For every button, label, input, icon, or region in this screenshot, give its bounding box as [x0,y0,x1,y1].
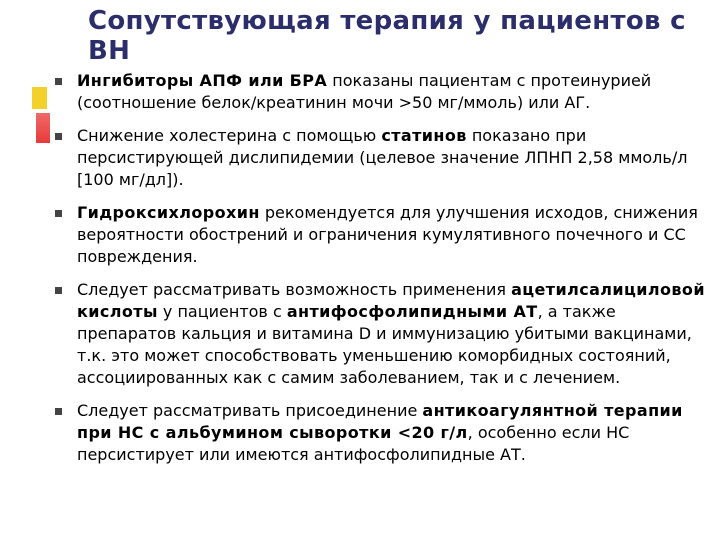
bullet-list [55,70,713,477]
text-run: ацетилсалициловой кислоты [77,280,705,321]
bullet-icon [55,210,62,217]
bullet-icon [55,133,62,140]
decor-divider [36,110,50,112]
list-item [55,125,713,191]
decor-red-block [36,113,50,143]
text-run: антикоагулянтной терапии при НС с альбумином сыворотки <20 г/л [77,401,683,442]
text-run: рекомендуется для улучшения исходов, снижения вероятности обострений и ограничения кумулятивного почечного и СС повреждения. [77,203,698,266]
bullet-icon [55,78,62,85]
text-run: антифосфолипидными АТ [286,302,538,321]
bullet-icon [55,408,62,415]
text-run: Следует рассматривать присоединение [77,401,423,420]
text-run: статинов [381,126,467,145]
text-run: , особенно если НС персистирует или имеются антифосфолипидные АТ. [77,423,630,464]
text-run: показано при персистирующей дислипидемии (целевое значение ЛПНП 2,58 ммоль/л [100 мг/дл]). [77,126,688,189]
text-run: показаны пациентам с протеинурией (соотношение белок/креатинин мочи >50 мг/ммоль) или АГ. [77,71,652,112]
list-item [55,400,713,466]
list-item [55,70,713,114]
decor-yellow-block [32,87,47,109]
list-item [55,279,713,389]
text-run: Ингибиторы АПФ или БРА [77,71,328,90]
slide-title: Сопутствующая терапия у пациентов с ВН [88,6,686,66]
text-run: у пациентов с [157,302,287,321]
text-run: Следует рассматривать возможность применения [77,280,512,299]
bullet-icon [55,287,62,294]
text-run: Гидроксихлорохин [77,203,260,222]
list-item [55,202,713,268]
text-run: Снижение холестерина с помощью [77,126,382,145]
text-run: , а также препаратов кальция и витамина D и иммунизацию убитыми вакцинами, т.к. это может способствовать уменьшению коморбидных состояний, ассоциированных как с самим заболеванием, так и с лечением. [77,302,692,387]
